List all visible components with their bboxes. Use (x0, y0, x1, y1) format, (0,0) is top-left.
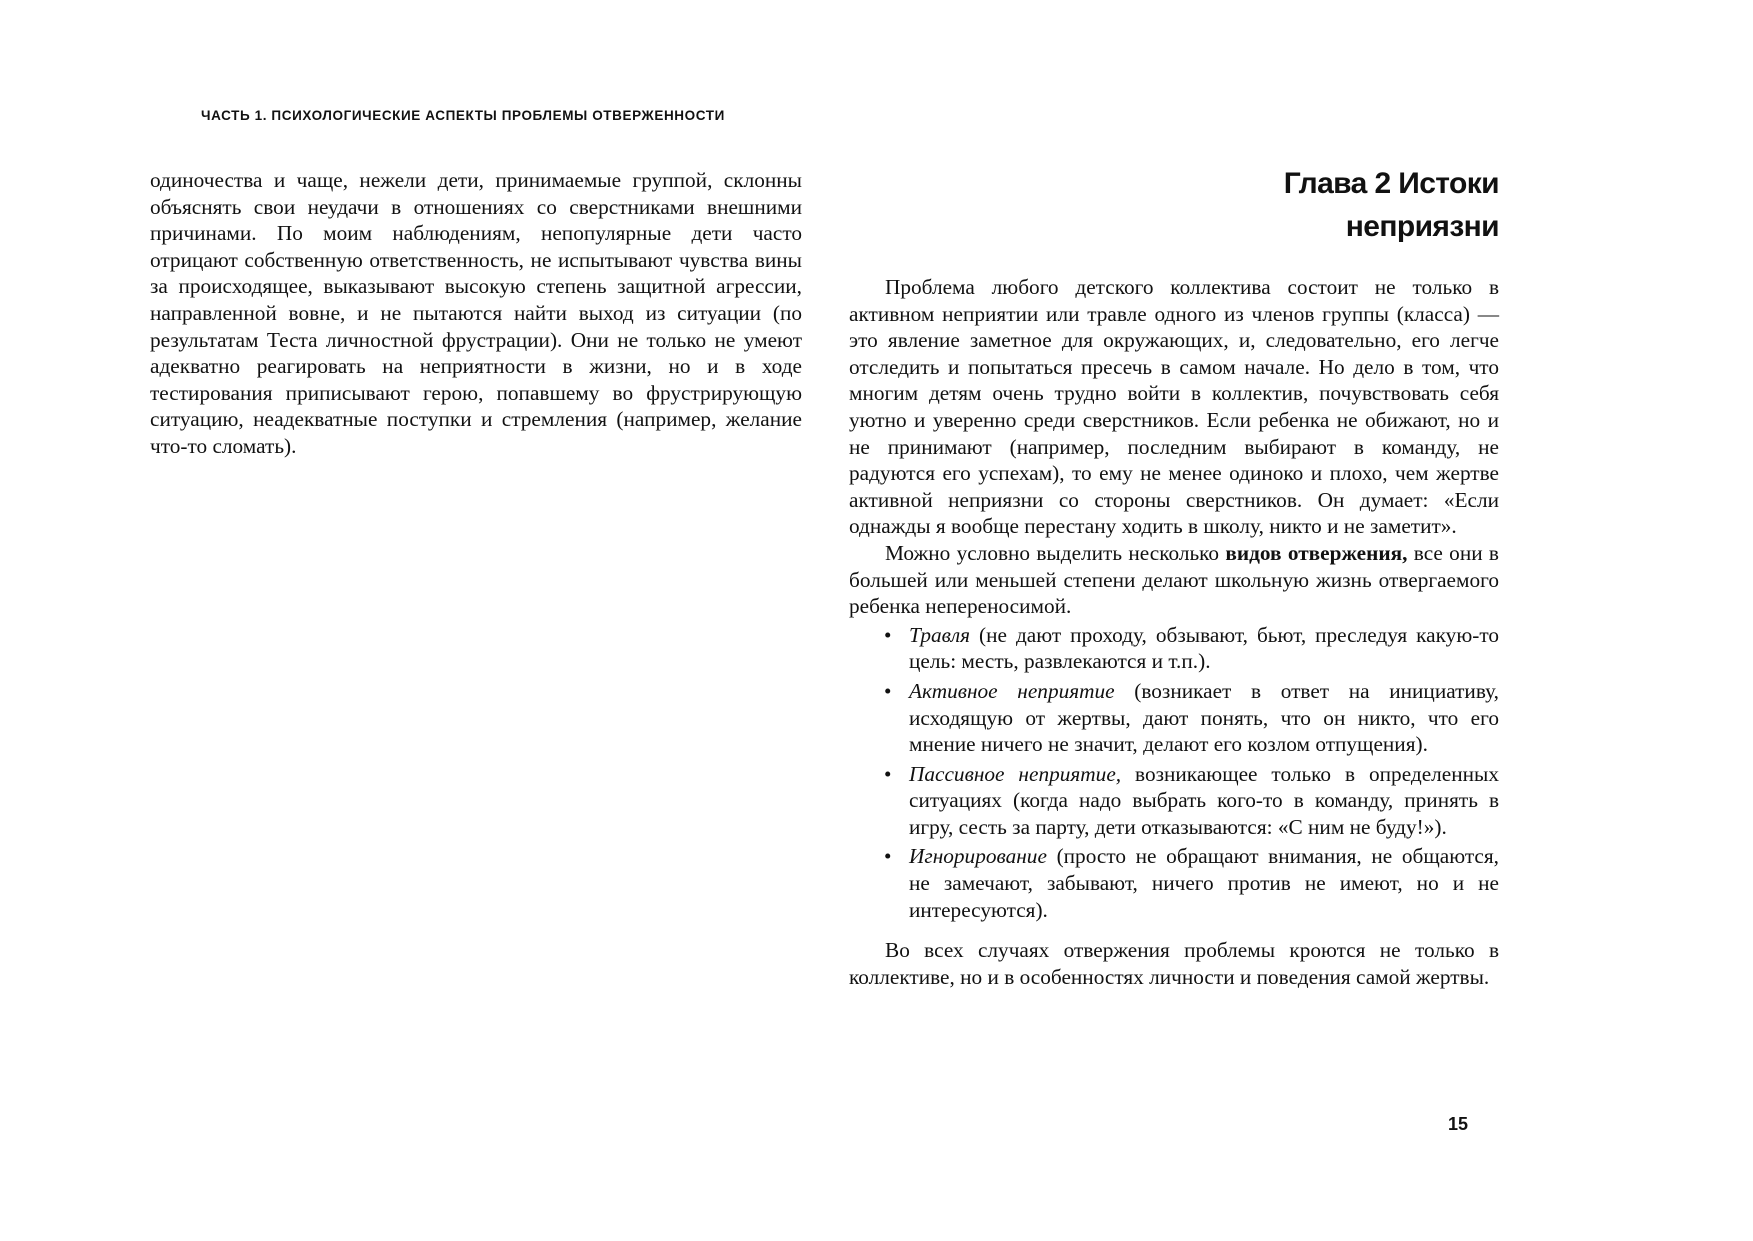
list-item-passive-rejection (884, 761, 1499, 841)
chapter-title-line-1: Глава 2 Истоки (1283, 167, 1499, 200)
list-item-harassment (884, 622, 1499, 675)
list-item-term: Игнорирование (909, 844, 1047, 869)
chapter-title (1099, 162, 1499, 248)
bullet-icon: • (884, 678, 892, 703)
list-item-text: возникающее только в определенных ситуациях (когда надо выбрать кого-то в команду, принять в игру, сесть за парту, дети отказываются: «С ним не буду!»). (909, 761, 1499, 839)
rejection-types-bold: видов отвержения, (1225, 540, 1408, 565)
chapter-title-line-2: неприязни (1345, 210, 1499, 243)
list-item-term: Активное неприятие (909, 678, 1115, 703)
bullet-icon: • (884, 622, 892, 647)
page-number: 15 (1448, 1114, 1469, 1134)
right-page-body (849, 274, 1499, 990)
bullet-icon: • (884, 844, 892, 869)
list-item-term: Пассивное неприятие, (909, 761, 1122, 786)
list-item-text: (возникает в ответ на инициативу, исходящую от жертвы, дают понять, что он никто, что его мнение ничего не значит, делают его козлом отпущения). (909, 678, 1499, 757)
rejection-types-paragraph (849, 540, 1499, 620)
rejection-types-text-start: Можно условно выделить несколько (885, 540, 1226, 565)
list-item-active-rejection (884, 678, 1499, 758)
list-item-text: (не дают проходу, обзывают, бьют, преследуя какую-то цель: месть, развлекаются и т.п.). (909, 622, 1499, 674)
rejection-types-list (849, 622, 1499, 924)
list-item-text: (просто не обращают внимания, не общаются, не замечают, забывают, ничего против не имеют, но и не интересуются). (909, 844, 1499, 922)
left-page-body (150, 167, 802, 460)
intro-paragraph: Проблема любого детского коллектива состоит не только в активном неприятии или травле одного из членов группы (класса) — это явление заметное для окружающих, и, следовательно, его легче отследить и попытаться пресечь в самом начале. Но дело в том, что многим детям очень трудно войти в коллектив, почувствовать себя уютно и уверенно среди сверстников. Если ребенка не обижают, но и не принимают (например, последним выбирают в команду, не радуются его успехам), то ему не менее одиноко и плохо, чем жертве активной неприязни со стороны сверстников. Он думает: «Если однажды я вообще перестану ходить в школу, никто и не заметит». (849, 275, 1499, 539)
list-item-ignoring (884, 843, 1499, 923)
rejection-types-text-end: все они в большей или меньшей степени делают школьную жизнь отвергаемого ребенка непереносимой. (849, 540, 1499, 619)
bullet-icon: • (884, 761, 892, 786)
list-item-term: Травля (909, 622, 971, 647)
left-page-paragraph: одиночества и чаще, нежели дети, принимаемые группой, склонны объяснять свои неудачи в отношениях со сверстниками внешними причинами. По моим наблюдениям, непопулярные дети часто отрицают собственную ответственность, не испытывают чувства вины за происходящее, выказывают высокую степень защитной агрессии, направленной вовне, и не пытаются найти выход из ситуации (по результатам Теста личностной фрустрации). Они не только не умеют адекватно реагировать на неприятности в жизни, но и в ходе тестирования приписывают герою, попавшему во фрустрирующую ситуацию, неадекватные поступки и стремления (например, желание что-то сломать). (150, 168, 802, 458)
running-header: ЧАСТЬ 1. ПСИХОЛОГИЧЕСКИЕ АСПЕКТЫ ПРОБЛЕМЫ ОТВЕРЖЕННОСТИ (201, 108, 725, 123)
conclusion-paragraph: Во всех случаях отвержения проблемы кроются не только в коллективе, но и в особенностях личности и поведения самой жертвы. (849, 938, 1499, 989)
